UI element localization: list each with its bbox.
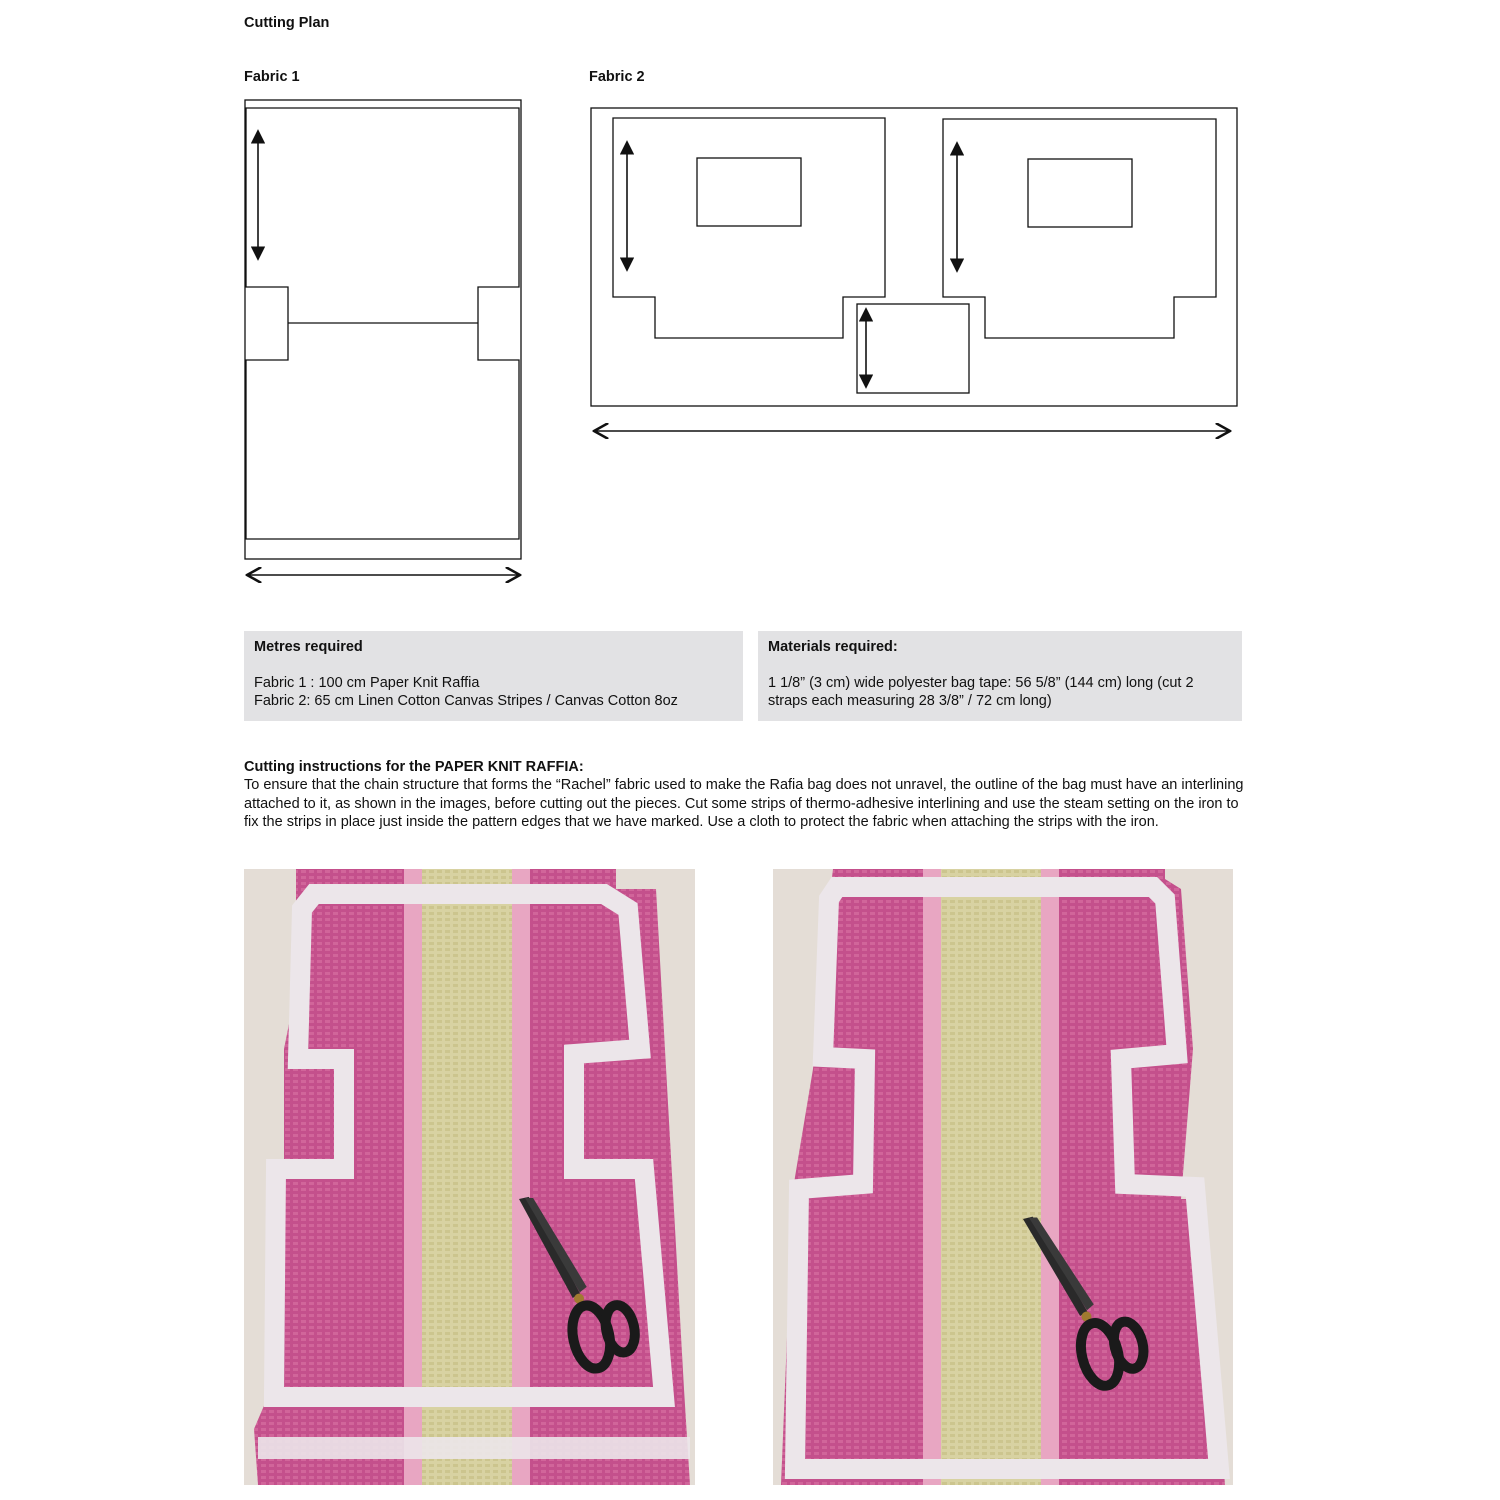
- fabric2-outline: [591, 108, 1237, 406]
- metres-heading: Metres required: [254, 639, 363, 655]
- materials-text: 1 1/8” (3 cm) wide polyester bag tape: 56 5/8” (144 cm) long (cut 2 straps each measuring 28 3/8” / 72 cm long): [768, 675, 1194, 709]
- fabric2-pocket-left: [697, 158, 801, 226]
- raffia-photo-right: [773, 869, 1233, 1485]
- fabric2-small-piece: [857, 304, 969, 393]
- page-title: Cutting Plan: [244, 15, 330, 31]
- fabric2-lining-piece-right: [943, 119, 1216, 338]
- instructions-text: To ensure that the chain structure that forms the “Rachel” fabric used to make the Rafia bag does not unravel, the outline of the bag must have an interlining attached to it, as shown in the images, before cutting out the pieces. Cut some strips of thermo-adhesive interlining and use the steam setting on the iron to fix the strips in place just inside the pattern edges that we have marked. Use a cloth to protect the fabric when attaching the strips with the iron.: [244, 777, 1244, 831]
- instructions-heading: Cutting instructions for the PAPER KNIT RAFFIA:: [244, 759, 584, 775]
- cutting-instructions: [244, 758, 1244, 832]
- fabric1-label: Fabric 1: [244, 69, 300, 85]
- materials-heading: Materials required:: [768, 639, 898, 655]
- metres-line-fabric1: Fabric 1 : 100 cm Paper Knit Raffia: [254, 675, 480, 691]
- metres-required-box: [244, 631, 743, 721]
- cutting-plan-diagram: [0, 0, 1500, 600]
- fabric2-label: Fabric 2: [589, 69, 645, 85]
- raffia-photo-left: [244, 869, 695, 1485]
- metres-line-fabric2: Fabric 2: 65 cm Linen Cotton Canvas Stripes / Canvas Cotton 8oz: [254, 693, 678, 709]
- fabric2-pocket-right: [1028, 159, 1132, 227]
- materials-required-box: [758, 631, 1242, 721]
- fabric2-lining-piece-left: [613, 118, 885, 338]
- fabric1-outline: [245, 100, 521, 559]
